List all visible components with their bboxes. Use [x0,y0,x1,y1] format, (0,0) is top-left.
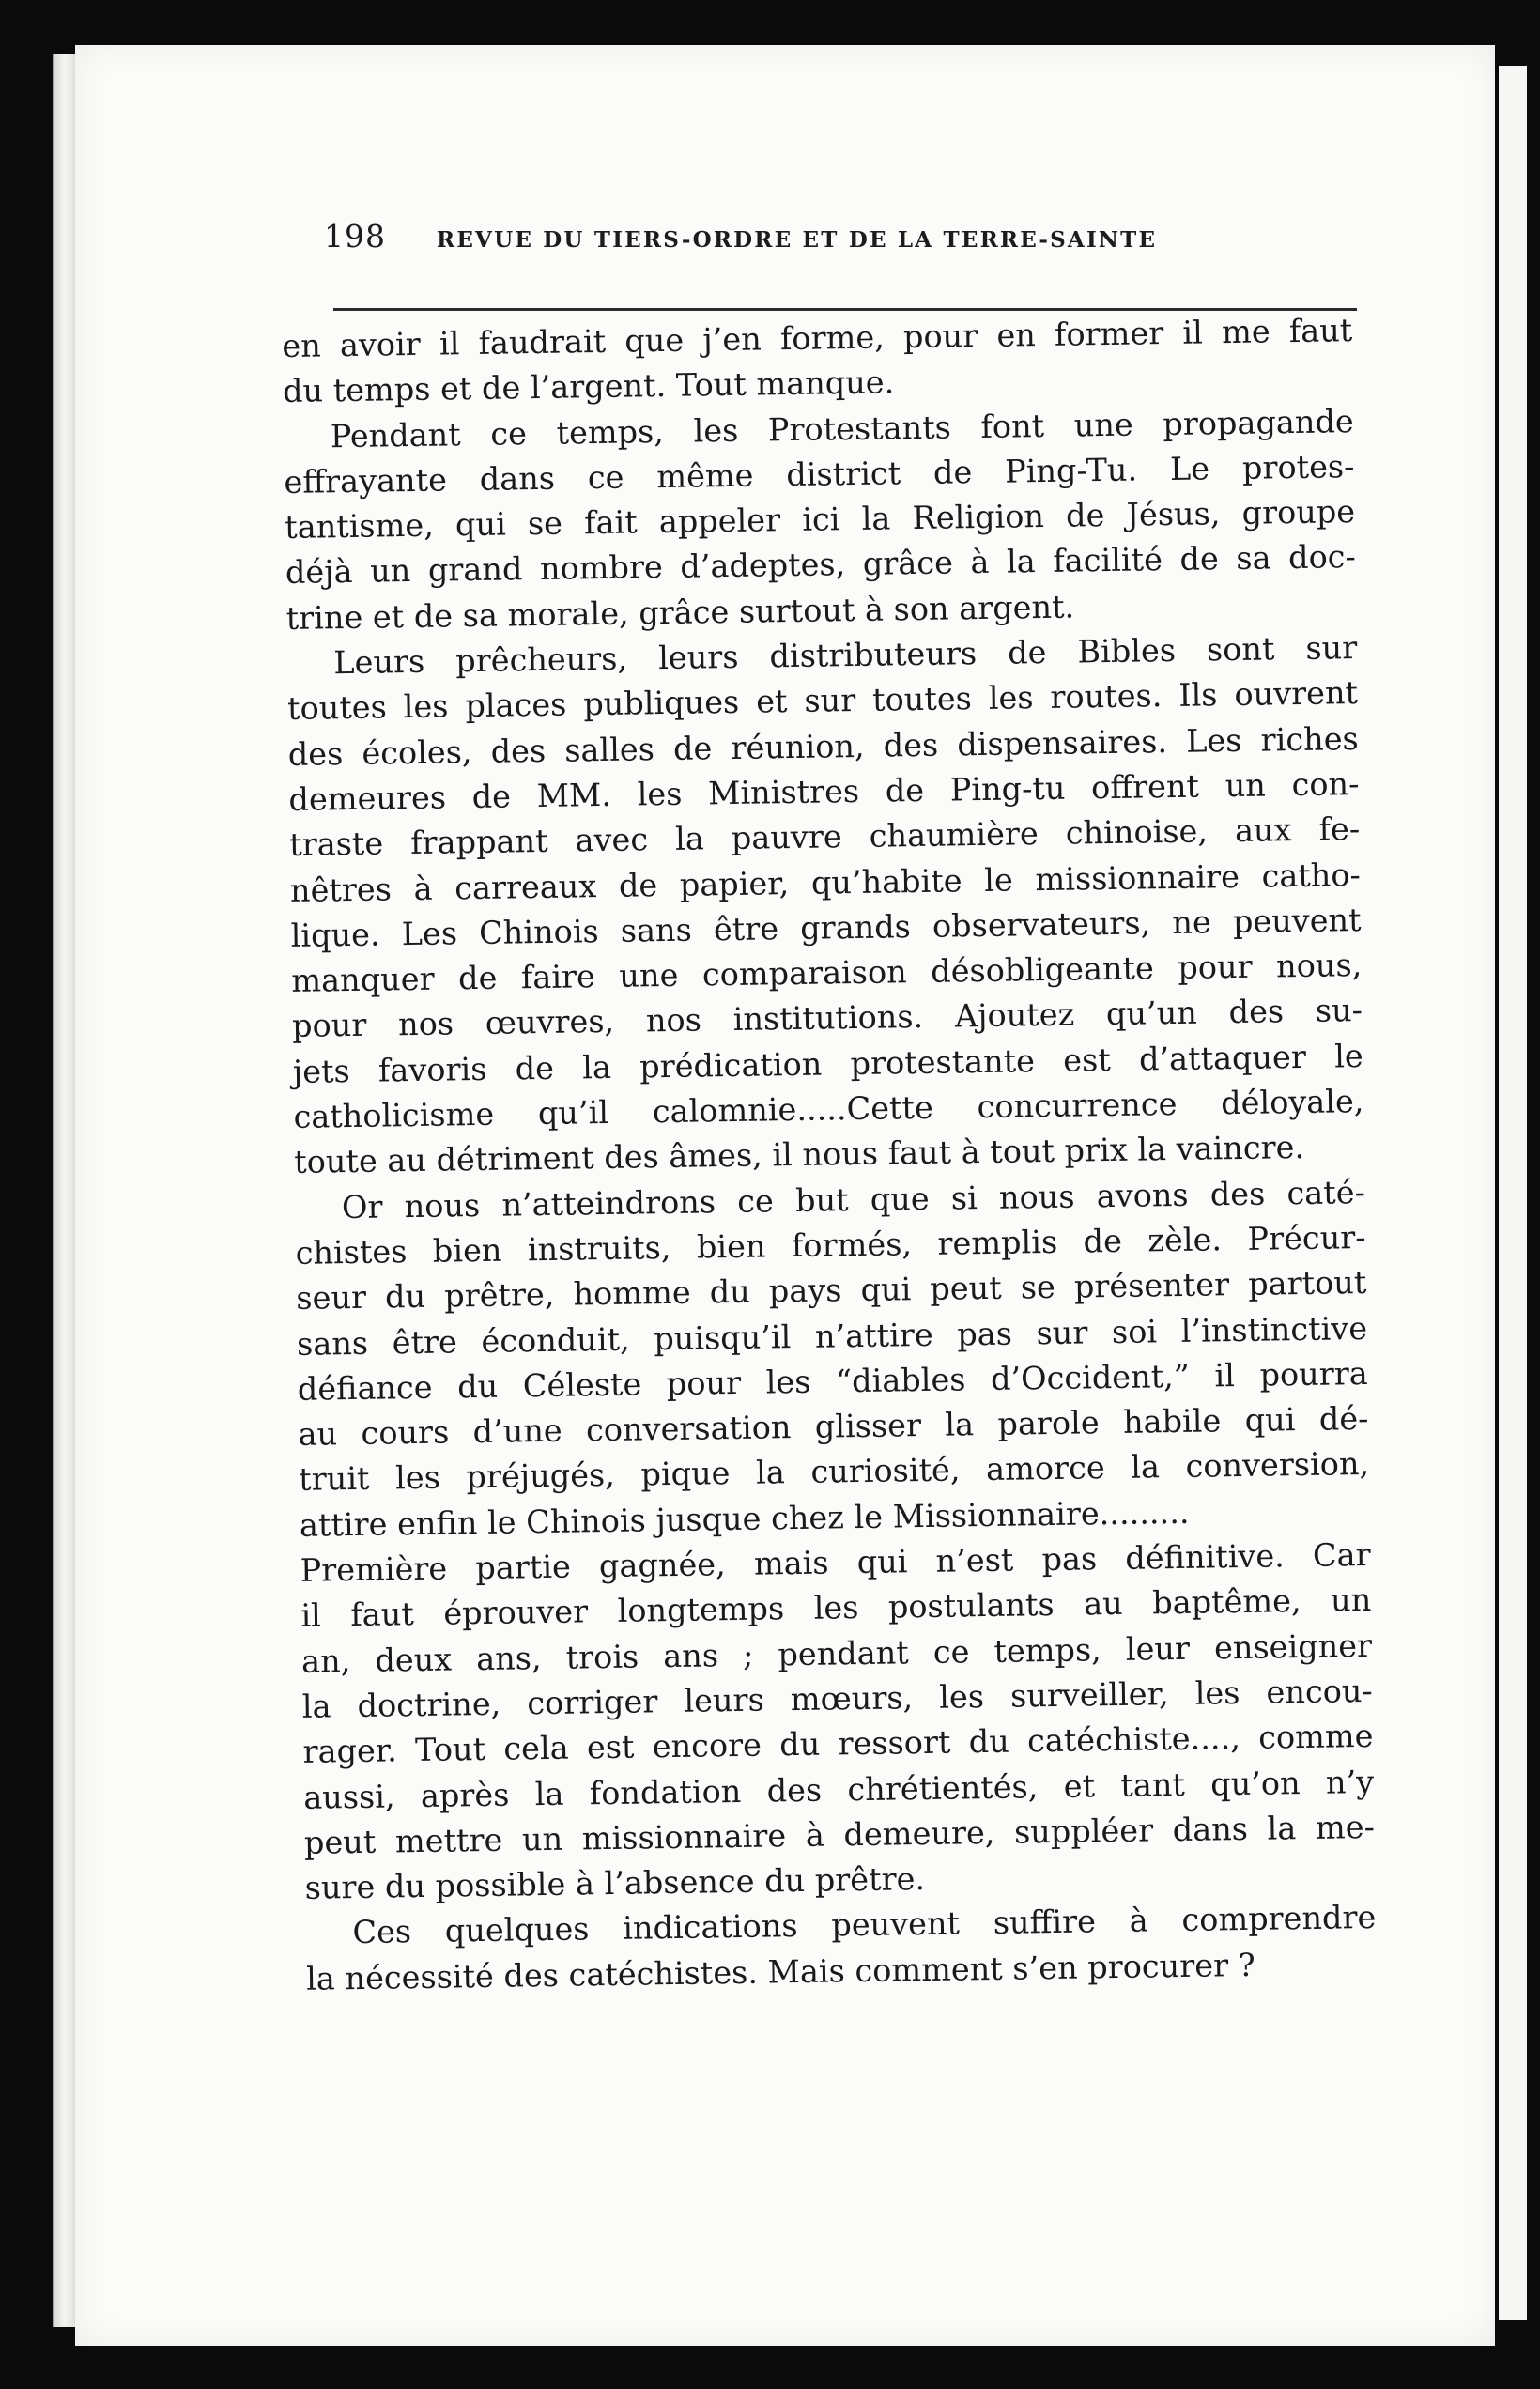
text-line: la nécessité des catéchistes. Mais comment s’en procurer ? [305,1946,1255,1997]
text-line: Pendant ce temps, les Protestants font une propagande [330,402,1354,455]
text-line: catholicisme qu’il calomnie.....Cette concurrence déloyale, [293,1083,1364,1135]
text-line: du temps et de l’argent. Tout manque. [282,363,895,410]
text-line: aussi, après la fondation des chrétientés, et tant qu’on n’y [302,1763,1375,1816]
text-line: trine et de sa morale, grâce surtout à son argent. [285,588,1075,637]
text-line: au cours d’une conversation glisser la parole habile qui dé- [298,1400,1369,1453]
running-title: REVUE DU TIERS-ORDRE ET DE LA TERRE-SAINTE [437,227,1158,253]
facing-page-edge [1499,66,1527,2320]
page-header [324,214,1357,270]
text-line: rager. Tout cela est encore du ressort du catéchiste...., comme [302,1718,1374,1771]
text-line: pour nos œuvres, nos institutions. Ajoutez qu’un des su- [291,992,1363,1045]
text-line: effrayante dans ce même district de Ping-Tu. Le protes- [284,447,1355,501]
text-line: Leurs prêcheurs, leurs distributeurs de Bibles sont sur [333,629,1358,682]
text-line: an, deux ans, trois ans ; pendant ce temps, leur enseigner [300,1626,1373,1680]
text-line: attire enfin le Chinois jusque chez le Missionnaire......... [299,1493,1190,1544]
text-line: nêtres à carreaux de papier, qu’habite le missionnaire catho- [289,855,1362,909]
page-number: 198 [324,218,386,254]
text-line: déjà un grand nombre d’adeptes, grâce à la facilité de sa doc- [285,538,1357,592]
text-line: tantisme, qui se fait appeler ici la Religion de Jésus, groupe [284,493,1356,547]
text-line: lique. Les Chinois sans être grands observateurs, ne peuvent [290,901,1362,954]
text-line: Première partie gagnée, mais qui n’est pas définitive. Car [300,1535,1371,1589]
text-line: demeures de MM. les Ministres de Ping-tu offrent un con- [288,765,1360,818]
text-line: Or nous n’atteindrons ce but que si nous avons des caté- [341,1173,1366,1225]
text-line: il faut éprouver longtemps les postulants au baptême, un [300,1581,1372,1635]
text-line: sure du possible à l’absence du prêtre. [304,1860,926,1906]
text-line: chistes bien instruits, bien formés, remplis de zèle. Précur- [295,1218,1366,1272]
text-line: seur du prêtre, homme du pays qui peut se présenter partout [296,1264,1367,1318]
text-line: peut mettre un missionnaire à demeure, suppléer dans la me- [303,1808,1376,1861]
text-line: sans être éconduit, puisqu’il n’attire pas sur soi l’instinctive [296,1309,1368,1363]
article-text [282,308,1377,2002]
text-line: truit les préjugés, pique la curiosité, amorce la conversion, [298,1445,1370,1499]
text-line: la doctrine, corriger leurs mœurs, les surveiller, les encou- [301,1672,1374,1725]
text-line: jets favoris de la prédication protestante est d’attaquer le [292,1037,1363,1090]
text-line: en avoir il faudrait que j’en forme, pour en former il me faut [282,312,1353,364]
text-line: défiance du Céleste pour les “diables d’Occident,” il pourra [297,1354,1368,1408]
text-line: Ces quelques indications peuvent suffire à comprendre [352,1899,1377,1951]
text-line: manquer de faire une comparaison désobligeante pour nous, [291,947,1363,1000]
text-line: toutes les places publiques et sur toutes les routes. Ils ouvrent [286,674,1359,728]
text-line: traste frappant avec la pauvre chaumière chinoise, aux fe- [288,810,1361,864]
text-line: toute au détriment des âmes, il nous faut à tout prix la vaincre. [293,1129,1305,1181]
text-line: des écoles, des salles de réunion, des dispensaires. Les riches [287,719,1359,773]
